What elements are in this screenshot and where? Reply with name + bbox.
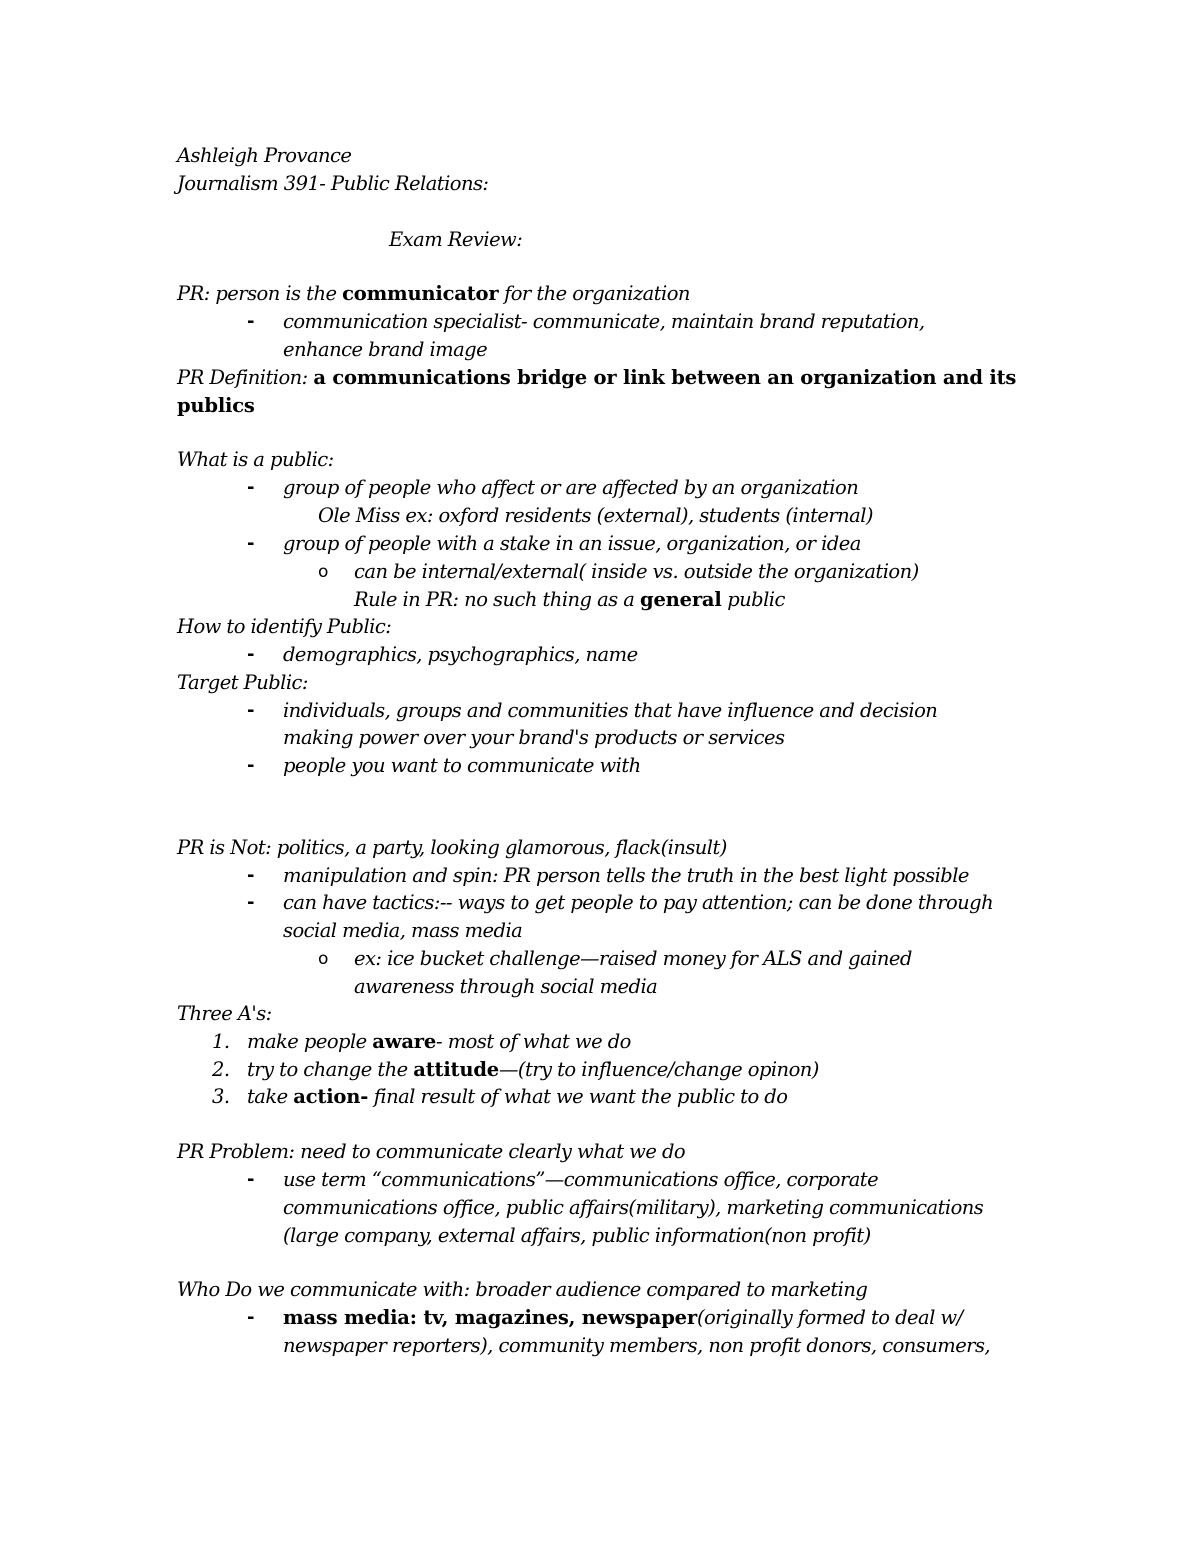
identify-heading: How to identify Public: (177, 615, 392, 638)
pr-intro-lead: PR: person is the (177, 282, 343, 305)
who-bullet1-b: newspaper reporters), community members, non profit donors, consumers, (283, 1334, 991, 1357)
course-title: Journalism 391- Public Relations: (177, 172, 489, 195)
target-heading: Target Public: (177, 671, 308, 694)
public-rule-line (354, 588, 785, 612)
target-bullet2: people you want to communicate with (283, 754, 641, 777)
three-as-item (247, 1085, 787, 1109)
bullet-dash: - (247, 644, 255, 665)
problem-heading: PR Problem: need to communicate clearly what we do (177, 1140, 686, 1163)
three-as-item (247, 1058, 819, 1082)
pr-definition-line (177, 366, 1016, 390)
pr-intro-bullet1-a: communication specialist- communicate, maintain brand reputation, (283, 310, 925, 333)
bullet-dash: - (247, 533, 255, 554)
document-title: Exam Review: (389, 228, 523, 251)
three-as-item-lead: try to change the (247, 1058, 414, 1081)
author-name: Ashleigh Provance (177, 144, 352, 167)
not-bullet1: manipulation and spin: PR person tells the truth in the best light possible (283, 864, 969, 887)
pr-definition-text-a: a communications bridge or link between an organization and its (313, 366, 1017, 389)
bullet-dash: - (247, 892, 255, 913)
not-sub1-b: awareness through social media (354, 975, 658, 998)
identify-bullet1: demographics, psychographics, name (283, 643, 638, 666)
public-sub1: can be internal/external( inside vs. outside the organization) (354, 560, 919, 583)
bullet-dash: - (247, 477, 255, 498)
pr-definition-text-b: publics (177, 394, 255, 417)
bullet-dash: - (247, 311, 255, 332)
three-as-item (247, 1030, 631, 1054)
bullet-dash: - (247, 1307, 255, 1328)
bullet-dash: - (247, 700, 255, 721)
problem-bullet1-b: communications office, public affairs(military), marketing communications (283, 1196, 984, 1219)
not-bullet2-b: social media, mass media (283, 919, 523, 942)
public-rule-lead: Rule in PR: no such thing as a (354, 588, 641, 611)
problem-bullet1-a: use term “communications”—communications office, corporate (283, 1168, 879, 1191)
pr-intro-bold: communicator (342, 282, 499, 305)
three-as-item-bold: aware (372, 1030, 437, 1053)
three-as-heading: Three A's: (177, 1002, 272, 1025)
list-number: 2. (212, 1058, 230, 1081)
list-number: 1. (212, 1030, 230, 1053)
target-bullet1-b: making power over your brand's products or services (283, 726, 785, 749)
bullet-dash: - (247, 865, 255, 886)
three-as-item-bold: action- (293, 1085, 369, 1108)
pr-intro-line (177, 282, 690, 306)
public-heading: What is a public: (177, 448, 334, 471)
not-heading: PR is Not: politics, a party, looking glamorous, flack(insult) (177, 836, 727, 859)
bullet-dash: - (247, 1169, 255, 1190)
public-bullet1: group of people who affect or are affected by an organization (283, 476, 859, 499)
pr-definition-label: PR Definition: (177, 366, 314, 389)
target-bullet1-a: individuals, groups and communities that have influence and decision (283, 699, 938, 722)
who-bullet1-a (283, 1306, 963, 1330)
not-bullet2-a: can have tactics:-- ways to get people to pay attention; can be done through (283, 891, 994, 914)
who-bullet1-bold: mass media: tv, magazines, newspaper (283, 1306, 697, 1329)
bullet-circle: o (318, 562, 329, 582)
who-heading: Who Do we communicate with: broader audience compared to marketing (177, 1278, 868, 1301)
problem-bullet1-c: (large company, external affairs, public information(non profit) (283, 1224, 871, 1247)
public-bullet2: group of people with a stake in an issue, organization, or idea (283, 532, 861, 555)
public-example: Ole Miss ex: oxford residents (external), students (internal) (318, 504, 873, 527)
not-sub1-a: ex: ice bucket challenge—raised money for ALS and gained (354, 947, 912, 970)
bullet-circle: o (318, 949, 329, 969)
list-number: 3. (212, 1085, 230, 1108)
public-rule-bold: general (640, 588, 722, 611)
pr-intro-bullet1-b: enhance brand image (283, 338, 488, 361)
three-as-item-tail: —(try to influence/change opinon) (498, 1058, 819, 1081)
who-bullet1-tail: (originally formed to deal w/ (696, 1306, 963, 1329)
three-as-item-bold: attitude (413, 1058, 499, 1081)
pr-intro-tail: for the organization (498, 282, 690, 305)
three-as-item-lead: take (247, 1085, 294, 1108)
public-rule-tail: public (721, 588, 785, 611)
bullet-dash: - (247, 755, 255, 776)
three-as-item-tail: - most of what we do (436, 1030, 631, 1053)
three-as-item-lead: make people (247, 1030, 373, 1053)
three-as-item-tail: final result of what we want the public to do (368, 1085, 788, 1108)
